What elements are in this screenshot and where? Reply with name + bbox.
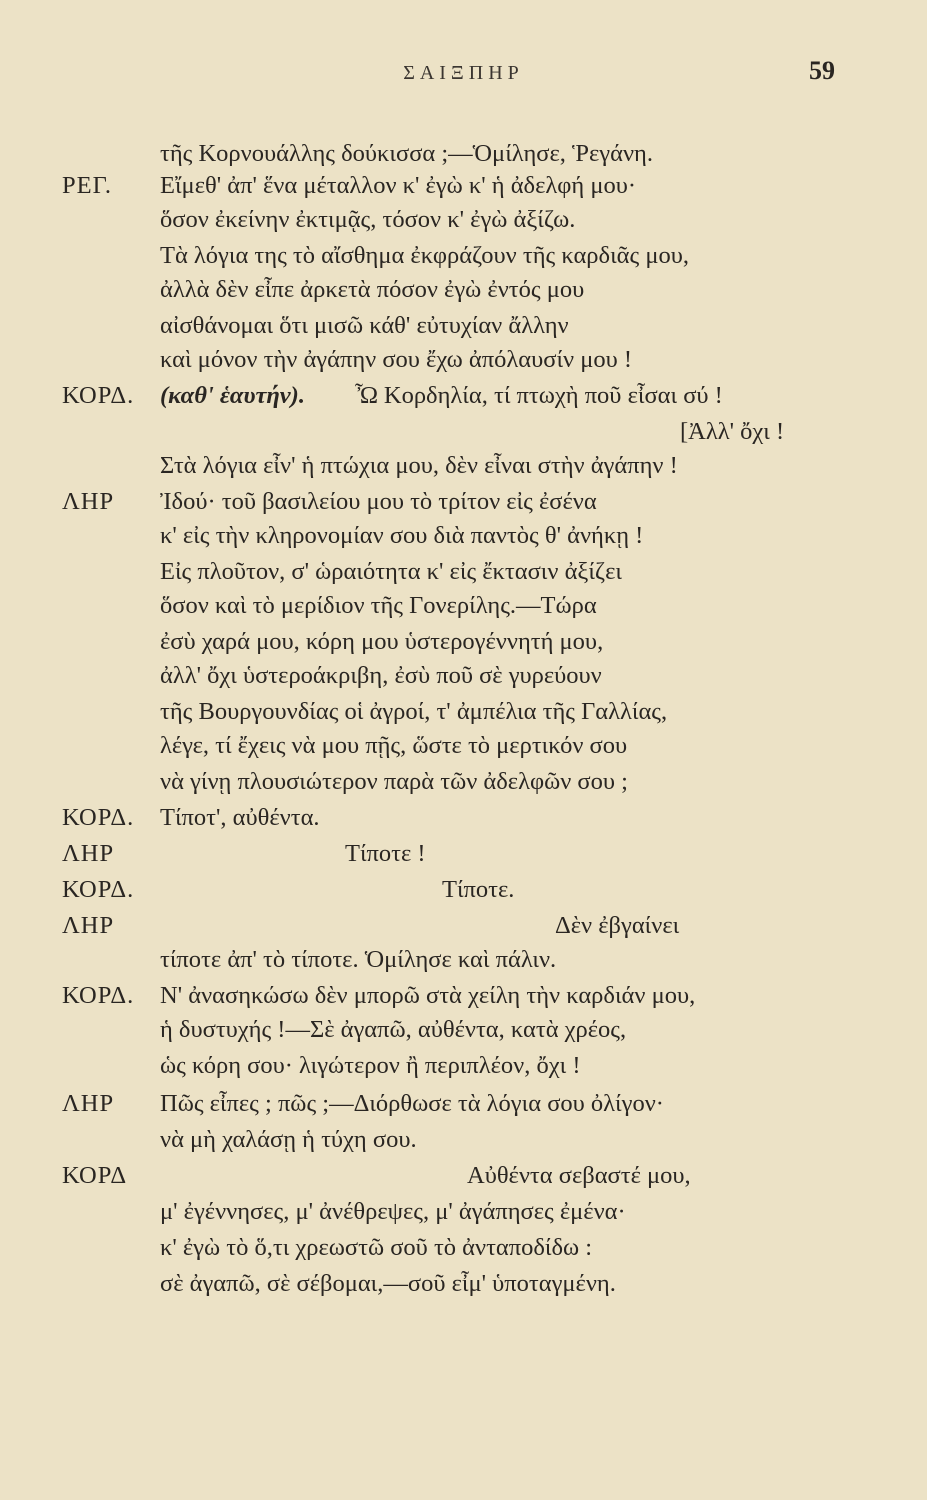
verse-text: νὰ μὴ χαλάσῃ ἡ τύχη σου. <box>160 1126 417 1153</box>
stage-direction: (καθ' ἑαυτήν). <box>160 382 305 409</box>
running-header-title: ΣΑΙΞΠΗΡ <box>403 62 524 84</box>
verse-line <box>0 452 927 492</box>
verse-line <box>0 1016 927 1056</box>
verse-line <box>0 1162 927 1202</box>
verse-text: κ' εἰς τὴν κληρονομίαν σου διὰ παντὸς θ' ἀνήκῃ ! <box>160 522 644 549</box>
verse-line <box>0 840 927 880</box>
verse-line <box>0 946 927 986</box>
speaker-label: ΡΕΓ. <box>62 172 112 199</box>
verse-text: τῆς Βουργουνδίας οἱ ἀγροί, τ' ἀμπέλια τῆς Γαλλίας, <box>160 698 668 725</box>
speaker-label: ΛΗΡ <box>62 488 115 515</box>
verse-text: ἐσὺ χαρά μου, κόρη μου ὑστερογέννητή μου, <box>160 628 604 655</box>
speaker-label: ΛΗΡ <box>62 912 115 939</box>
verse-line <box>0 732 927 772</box>
speaker-label: ΚΟΡΔ. <box>62 876 135 903</box>
verse-text: ἀλλ' ὄχι ὑστεροάκριβη, ἐσὺ ποῦ σὲ γυρεύουν <box>160 662 602 689</box>
verse-text: Τίποτε ! <box>345 840 426 867</box>
verse-text: νὰ γίνῃ πλουσιώτερον παρὰ τῶν ἀδελφῶν σου ; <box>160 768 628 795</box>
speaker-label: ΚΟΡΔ. <box>62 804 135 831</box>
verse-text: Ἰδού· τοῦ βασιλείου μου τὸ τρίτον εἰς ἐσένα <box>160 488 597 515</box>
verse-text: σὲ ἀγαπῶ, σὲ σέβομαι,—σοῦ εἶμ' ὑποταγμένη. <box>160 1270 616 1297</box>
verse-text: Τίποτ', αὐθέντα. <box>160 804 320 831</box>
verse-text: Ν' ἀνασηκώσω δὲν μπορῶ στὰ χείλη τὴν καρδιάν μου, <box>160 982 696 1009</box>
verse-line <box>0 804 927 844</box>
verse-line <box>0 1090 927 1130</box>
verse-text: [Ἀλλ' ὄχι ! <box>680 418 785 445</box>
verse-line <box>0 768 927 808</box>
verse-line <box>0 1234 927 1274</box>
speaker-label: ΛΗΡ <box>62 840 115 867</box>
verse-text: ἡ δυστυχής !—Σὲ ἀγαπῶ, αὐθέντα, κατὰ χρέος, <box>160 1016 627 1043</box>
verse-line <box>0 522 927 562</box>
verse-text: Πῶς εἶπες ; πῶς ;—Διόρθωσε τὰ λόγια σου ὀλίγον· <box>160 1090 664 1117</box>
speaker-label: ΛΗΡ <box>62 1090 115 1117</box>
verse-line <box>0 276 927 316</box>
verse-text: ὅσον ἐκείνην ἐκτιμᾷς, τόσον κ' ἐγὼ ἀξίζω. <box>160 206 576 233</box>
verse-line <box>0 876 927 916</box>
verse-line <box>0 346 927 386</box>
verse-line <box>0 206 927 246</box>
verse-text: Αὐθέντα σεβαστέ μου, <box>467 1162 691 1189</box>
verse-line <box>0 592 927 632</box>
verse-text: Τὰ λόγια της τὸ αἴσθημα ἐκφράζουν τῆς καρδιᾶς μου, <box>160 242 689 269</box>
verse-text: μ' ἐγέννησες, μ' ἀνέθρεψες, μ' ἀγάπησες ἐμένα· <box>160 1198 626 1225</box>
verse-line <box>0 382 927 422</box>
verse-text: αἰσθάνομαι ὅτι μισῶ κάθ' εὐτυχίαν ἄλλην <box>160 312 569 339</box>
verse-text: ὡς κόρη σου· λιγώτερον ἢ περιπλέον, ὄχι ! <box>160 1052 581 1079</box>
verse-text: καὶ μόνον τὴν ἀγάπην σου ἔχω ἀπόλαυσίν μου ! <box>160 346 633 373</box>
verse-line <box>0 662 927 702</box>
verse-text: ὅσον καὶ τὸ μερίδιον τῆς Γονερίλης.—Τώρα <box>160 592 597 619</box>
speaker-label: ΚΟΡΔ. <box>62 382 135 409</box>
verse-line <box>0 1052 927 1092</box>
verse-line <box>0 1126 927 1166</box>
page-number: 59 <box>809 56 835 85</box>
verse-text: Στὰ λόγια εἶν' ἡ πτώχια μου, δὲν εἶναι στὴν ἀγάπην ! <box>160 452 678 479</box>
verse-text: Τίποτε. <box>442 876 515 903</box>
verse-text: λέγε, τί ἔχεις νὰ μου πῇς, ὥστε τὸ μερτικόν σου <box>160 732 628 759</box>
verse-text: Ὦ Κορδηλία, τί πτωχὴ ποῦ εἶσαι σύ ! <box>355 382 723 409</box>
verse-text: τίποτε ἀπ' τὸ τίποτε. Ὁμίλησε καὶ πάλιν. <box>160 946 557 973</box>
speaker-label: ΚΟΡΔ. <box>62 982 135 1009</box>
speaker-label: ΚΟΡΔ <box>62 1162 128 1189</box>
verse-text: Δὲν ἐβγαίνει <box>555 912 680 939</box>
verse-text: ἀλλὰ δὲν εἶπε ἀρκετὰ πόσον ἐγὼ ἐντός μου <box>160 276 585 303</box>
verse-line <box>0 1198 927 1238</box>
verse-text: Εἴμεθ' ἀπ' ἕνα μέταλλον κ' ἐγὼ κ' ἡ ἀδελφή μου· <box>160 172 637 199</box>
verse-text: κ' ἐγὼ τὸ ὅ,τι χρεωστῶ σοῦ τὸ ἀνταποδίδω : <box>160 1234 593 1261</box>
verse-line <box>0 1270 927 1310</box>
verse-text: Εἰς πλοῦτον, σ' ὡραιότητα κ' εἰς ἔκτασιν ἀξίζει <box>160 558 622 585</box>
verse-text: τῆς Κορνουάλλης δούκισσα ;—Ὁμίλησε, Ῥεγάνη. <box>160 140 653 167</box>
